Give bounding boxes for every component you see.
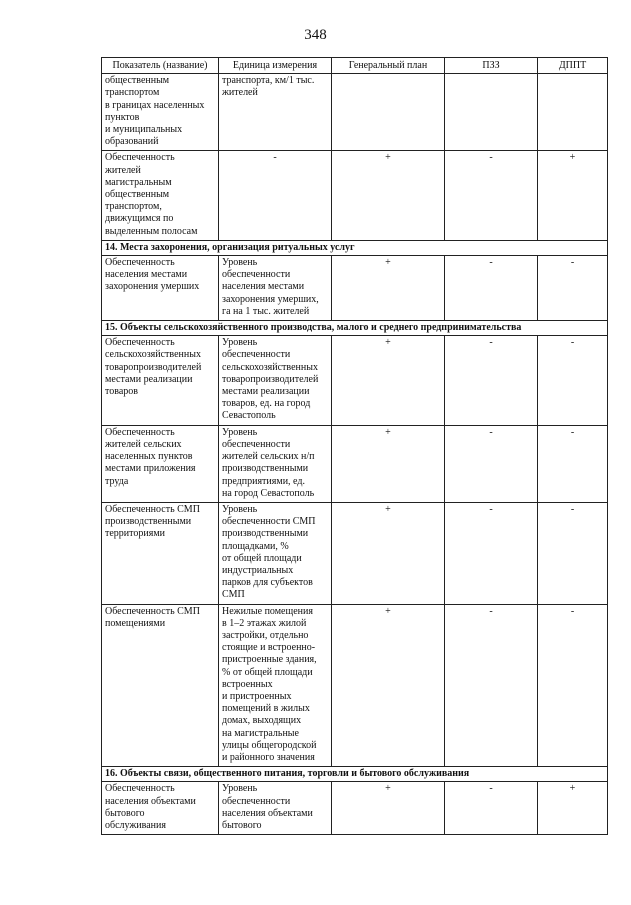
dppt-cell bbox=[538, 74, 608, 151]
table-row bbox=[102, 151, 608, 240]
indicator-cell: Обеспеченность СМП производственными территориями bbox=[102, 502, 219, 604]
pzz-cell: - bbox=[445, 256, 538, 321]
section-row bbox=[102, 767, 608, 782]
general-plan-cell: + bbox=[332, 502, 445, 604]
section-row bbox=[102, 321, 608, 336]
section-title: 16. Объекты связи, общественного питания, торговли и бытового обслуживания bbox=[102, 767, 608, 782]
pzz-cell: - bbox=[445, 425, 538, 502]
general-plan-cell: + bbox=[332, 604, 445, 767]
header-indicator: Показатель (название) bbox=[102, 58, 219, 74]
general-plan-cell: + bbox=[332, 151, 445, 240]
general-plan-cell: + bbox=[332, 782, 445, 835]
dppt-cell: - bbox=[538, 604, 608, 767]
indicator-cell: Обеспеченность населения объектами бытового обслуживания bbox=[102, 782, 219, 835]
general-plan-cell bbox=[332, 74, 445, 151]
indicator-cell: Обеспеченность населения местами захоронения умерших bbox=[102, 256, 219, 321]
pzz-cell: - bbox=[445, 502, 538, 604]
indicator-cell: Обеспеченность сельскохозяйственных товаропроизводителей местами реализации товаров bbox=[102, 336, 219, 425]
pzz-cell: - bbox=[445, 604, 538, 767]
pzz-cell: - bbox=[445, 782, 538, 835]
indicator-cell: общественным транспортом в границах населенных пунктов и муниципальных образований bbox=[102, 74, 219, 151]
header-unit: Единица измерения bbox=[219, 58, 332, 74]
table-body bbox=[102, 74, 608, 835]
indicator-cell: Обеспеченность СМП помещениями bbox=[102, 604, 219, 767]
table-row bbox=[102, 336, 608, 425]
table-row bbox=[102, 425, 608, 502]
unit-cell: Уровень обеспеченности сельскохозяйственных товаропроизводителей местами реализации товаров, ед. на город Севастополь bbox=[219, 336, 332, 425]
section-row bbox=[102, 240, 608, 255]
header-row bbox=[102, 58, 608, 74]
unit-cell: Нежилые помещения в 1–2 этажах жилой застройки, отдельно стоящие и встроенно- пристроенные здания, % от общей площади встроенных и пристроенных помещений в жилых домах, выходящих на магистральные улицы общегородской и районного значения bbox=[219, 604, 332, 767]
unit-cell: Уровень обеспеченности жителей сельских н/п производственными предприятиями, ед. на город Севастополь bbox=[219, 425, 332, 502]
pzz-cell bbox=[445, 74, 538, 151]
general-plan-cell: + bbox=[332, 425, 445, 502]
section-title: 15. Объекты сельскохозяйственного производства, малого и среднего предпринимательства bbox=[102, 321, 608, 336]
general-plan-cell: + bbox=[332, 336, 445, 425]
unit-cell: транспорта, км/1 тыс. жителей bbox=[219, 74, 332, 151]
unit-cell: Уровень обеспеченности населения объектами бытового bbox=[219, 782, 332, 835]
table-row bbox=[102, 502, 608, 604]
table-row bbox=[102, 782, 608, 835]
indicators-table bbox=[101, 57, 608, 835]
header-general-plan: Генеральный план bbox=[332, 58, 445, 74]
table-row bbox=[102, 74, 608, 151]
table-header bbox=[102, 58, 608, 74]
table-row bbox=[102, 604, 608, 767]
header-dppt: ДППТ bbox=[538, 58, 608, 74]
indicator-cell: Обеспеченность жителей сельских населенных пунктов местами приложения труда bbox=[102, 425, 219, 502]
header-pzz: ПЗЗ bbox=[445, 58, 538, 74]
unit-cell: Уровень обеспеченности СМП производственными площадками, % от общей площади индустриальных парков для субъектов СМП bbox=[219, 502, 332, 604]
pzz-cell: - bbox=[445, 336, 538, 425]
dppt-cell: - bbox=[538, 336, 608, 425]
pzz-cell: - bbox=[445, 151, 538, 240]
dppt-cell: - bbox=[538, 425, 608, 502]
table-row bbox=[102, 256, 608, 321]
dppt-cell: + bbox=[538, 151, 608, 240]
unit-cell: - bbox=[219, 151, 332, 240]
dppt-cell: + bbox=[538, 782, 608, 835]
page-number: 348 bbox=[304, 27, 327, 43]
general-plan-cell: + bbox=[332, 256, 445, 321]
dppt-cell: - bbox=[538, 256, 608, 321]
section-title: 14. Места захоронения, организация ритуальных услуг bbox=[102, 240, 608, 255]
unit-cell: Уровень обеспеченности населения местами захоронения умерших, га на 1 тыс. жителей bbox=[219, 256, 332, 321]
dppt-cell: - bbox=[538, 502, 608, 604]
indicator-cell: Обеспеченность жителей магистральным общественным транспортом, движущимся по выделенным полосам bbox=[102, 151, 219, 240]
